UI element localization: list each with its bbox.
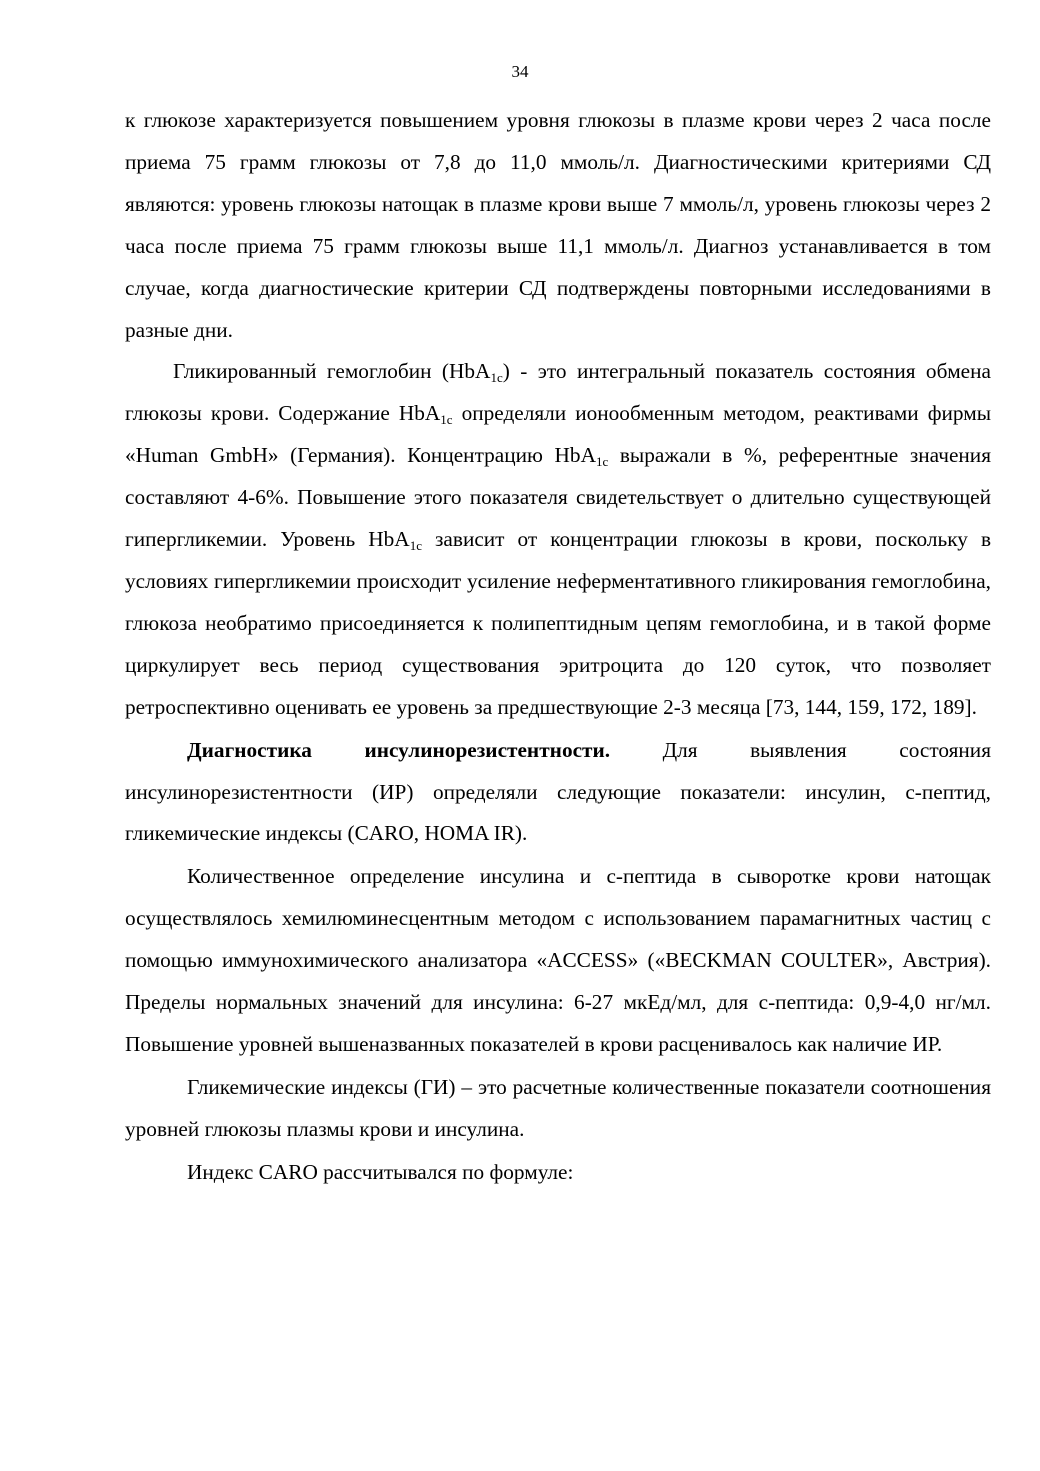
paragraph-insulin-resistance — [125, 730, 991, 856]
text-span: выражали в %, референтные значения составляют 4-6%. Повышение этого показателя свидетельствует о длительно существующей гипергликемии. Уровень HbA — [125, 443, 991, 552]
text-span: ) - это интегральный показатель состояния обмена глюкозы крови. Содержание HbA — [125, 359, 991, 426]
paragraph-glucose-tolerance: к глюкозе характеризуется повышением уровня глюкозы в плазме крови через 2 часа после приема 75 грамм глюкозы от 7,8 до 11,0 ммоль/л. Диагностическими критериями СД являются: уровень глюкозы натощак в плазме крови выше 7 ммоль/л, уровень глюкозы через 2 часа после приема 75 грамм глюкозы выше 11,1 ммоль/л. Диагноз устанавливается в том случае, когда диагностические критерии СД подтверждены повторными исследованиями в разные дни. — [125, 108, 991, 342]
subscript: 1c — [440, 412, 453, 428]
text-span: определяли ионообменным методом, реактивами фирмы «Human GmbH» (Германия). Концентрацию HbA — [125, 401, 991, 468]
paragraph-caro-index: Индекс CARO рассчитывался по формуле: — [187, 1159, 574, 1184]
subscript: 1c — [490, 370, 503, 386]
page-number: 34 — [511, 62, 529, 81]
subscript: 1c — [595, 454, 609, 470]
text-span: зависит от концентрации глюкозы в крови, поскольку в условиях гипергликемии происходит усиление неферментативного гликирования гемоглобина, глюкоза необратимо присоединяется к полипептидным цепям гемоглобина, и в такой форме циркулирует весь период существования эритроцита до 120 суток, что позволяет ретроспективно оценивать ее уровень за предшествующие 2-3 месяца [73, 144, 159, 172, 189]. — [125, 527, 991, 719]
section-heading: Диагностика инсулинорезистентности. — [187, 737, 611, 762]
paragraph-glycemic-indices: Гликемические индексы (ГИ) – это расчетные количественные показатели соотношения уровней глюкозы плазмы крови и инсулина. — [125, 1074, 991, 1141]
paragraph-insulin-measurement: Количественное определение инсулина и с-пептида в сыворотке крови натощак осуществлялось хемилюминесцентным методом с использованием парамагнитных частиц с помощью иммунохимического анализатора «ACCESS» («BECKMAN COULTER», Австрия). Пределы нормальных значений для инсулина: 6-27 мкЕд/мл, для с-пептида: 0,9-4,0 нг/мл. Повышение уровней вышеназванных показателей в крови расценивалось как наличие ИР. — [125, 864, 991, 1056]
paragraph-glycated-hemoglobin — [125, 351, 991, 728]
text-span: Для выявления состояния инсулинорезистентности (ИР) определяли следующие показатели: инсулин, с-пептид, гликемические индексы (CARO, HOMA IR). — [125, 737, 991, 846]
text-span: Гликированный гемоглобин (HbA — [173, 359, 491, 384]
subscript: 1c — [409, 538, 422, 554]
document-body — [125, 100, 991, 1194]
